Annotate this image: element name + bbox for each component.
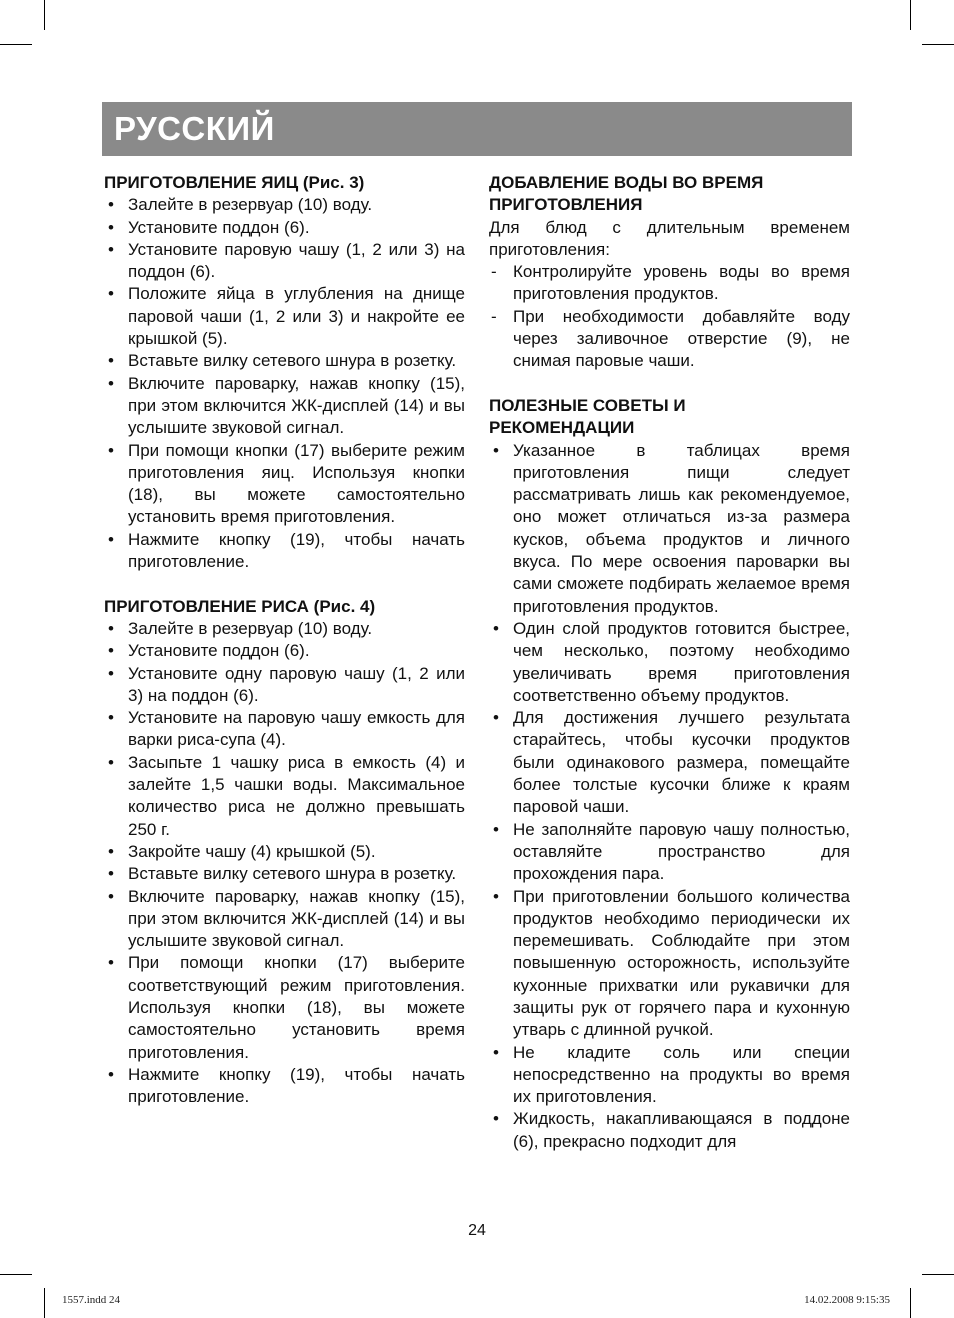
section-title-eggs: ПРИГОТОВЛЕНИЕ ЯИЦ (Рис. 3): [104, 173, 365, 192]
list-item: - Контролируйте уровень воды во время приготовления продуктов.: [491, 262, 850, 304]
crop-mark: [44, 1288, 45, 1318]
crop-mark: [910, 1288, 911, 1318]
crop-mark: [910, 0, 911, 30]
list-item: • Нажмите кнопку (19), чтобы начать приготовление.: [108, 1064, 465, 1107]
list-item: • Установите поддон (6).: [108, 641, 310, 661]
list-item: • Жидкость, накапливающаяся в поддоне (6), прекрасно подходит для: [493, 1109, 850, 1151]
list-item: • Один слой продуктов готовится быстрее, чем несколько, поэтому необходимо увеличивать время приготовления соответственно объему продуктов.: [493, 618, 850, 705]
crop-mark: [0, 44, 32, 45]
list-item: • Залейте в резервуар (10) воду.: [108, 195, 373, 215]
list-item: • При приготовлении большого количества продуктов необходимо периодически их перемешивать. Соблюдайте при этом повышенную осторожность, используйте кухонные прихватки или рукавички для защиты рук от горячего пара и кухонную утварь с длинной ручкой.: [493, 886, 850, 1040]
list-item: • Включите пароварку, нажав кнопку (15), при этом включится ЖК-дисплей (14) и вы услышите звуковой сигнал.: [108, 886, 465, 951]
list-item: • Установите поддон (6).: [108, 217, 310, 237]
list-item: • Не заполняйте паровую чашу полностью, оставляйте пространство для прохождения пара.: [493, 819, 850, 884]
water-intro: Для блюд с длительным временем приготовления:: [489, 217, 850, 259]
eggs-steps-list: [104, 194, 465, 573]
list-item: • При помощи кнопки (17) выберите соответствующий режим приготовления. Используя кнопки (18), вы можете самостоятельно установить время приготовления.: [108, 953, 465, 1062]
language-banner: [102, 102, 852, 156]
list-item: • Залейте в резервуар (10) воду.: [108, 618, 373, 638]
list-item: • Установите одну паровую чашу (1, 2 или 3) на поддон (6).: [108, 663, 465, 705]
list-item: • Включите пароварку, нажав кнопку (15), при этом включится ЖК-дисплей (14) и вы услышите звуковой сигнал.: [108, 373, 465, 438]
left-column: [104, 172, 465, 1108]
crop-mark: [0, 1274, 32, 1275]
water-list: [489, 261, 850, 372]
list-item: • Указанное в таблицах время приготовления пищи следует рассматривать лишь как рекомендуемое, оно может отличаться из-за размера кусков, объема продуктов и личного вкуса. По мере освоения пароварки вы сами сможете подбирать желаемое время приготовления продуктов.: [493, 440, 850, 616]
right-column: [489, 172, 850, 1153]
list-item: • Нажмите кнопку (19), чтобы начать приготовление.: [108, 529, 465, 572]
list-item: • Установите на паровую чашу емкость для варки риса-супа (4).: [108, 708, 465, 750]
date-info: 14.02.2008 9:15:35: [804, 1294, 890, 1306]
page-number: 24: [468, 1222, 486, 1239]
file-info: 1557.indd 24: [62, 1294, 121, 1306]
list-item: • При помощи кнопки (17) выберите режим приготовления яиц. Используя кнопки (18), вы можете самостоятельно установить время приготовления.: [108, 440, 465, 527]
crop-mark: [922, 44, 954, 45]
tips-list: [489, 440, 850, 1154]
crop-mark: [922, 1274, 954, 1275]
section-title-rice: ПРИГОТОВЛЕНИЕ РИСА (Рис. 4): [104, 596, 376, 616]
list-item: • Закройте чашу (4) крышкой (5).: [108, 841, 376, 861]
section-title-water: ДОБАВЛЕНИЕ ВОДЫ ВО ВРЕМЯ ПРИГОТОВЛЕНИЯ: [489, 173, 764, 215]
page-title: РУССКИЙ: [114, 110, 275, 147]
section-title-tips: ПОЛЕЗНЫЕ СОВЕТЫ И РЕКОМЕНДАЦИИ: [489, 395, 686, 438]
list-item: • Вставьте вилку сетевого шнура в розетку.: [108, 351, 457, 371]
list-item: - При необходимости добавляйте воду через заливочное отверстие (9), не снимая паровые чаши.: [491, 306, 850, 371]
list-item: • Для достижения лучшего результата старайтесь, чтобы кусочки продуктов были одинакового размера, помещайте более толстые кусочки ближе к краям паровой чаши.: [493, 708, 850, 817]
list-item: • Установите паровую чашу (1, 2 или 3) на поддон (6).: [108, 239, 465, 282]
crop-mark: [44, 0, 45, 30]
rice-steps-list: [104, 618, 465, 1109]
list-item: • Не кладите соль или специи непосредственно на продукты во время их приготовления.: [493, 1042, 850, 1107]
list-item: • Вставьте вилку сетевого шнура в розетку.: [108, 864, 457, 884]
list-item: • Положите яйца в углубления на днище паровой чаши (1, 2 или 3) и накройте ее крышкой (5).: [108, 284, 465, 349]
list-item: • Засыпьте 1 чашку риса в емкость (4) и залейте 1,5 чашки воды. Максимальное количество риса не должно превышать 250 г.: [108, 752, 465, 839]
